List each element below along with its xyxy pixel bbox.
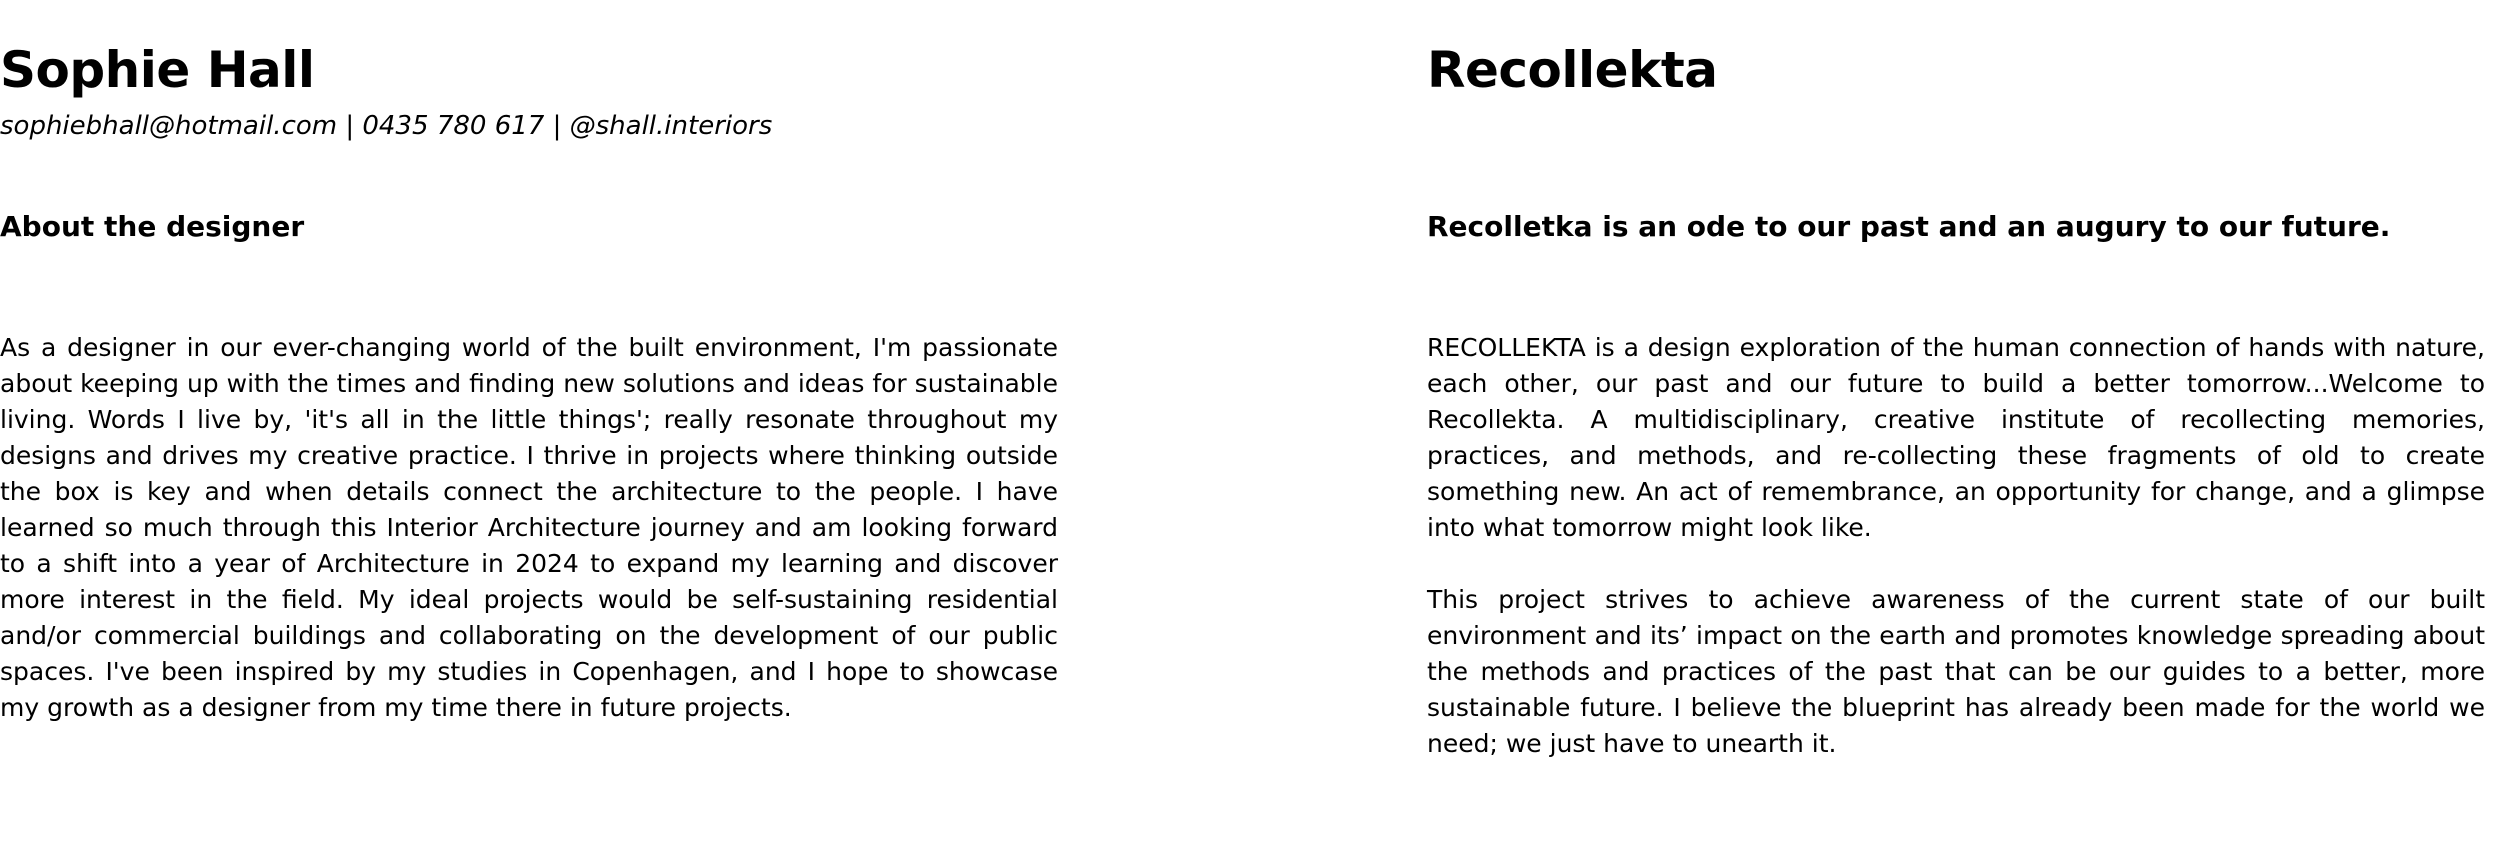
designer-contact: sophiebhall@hotmail.com | 0435 780 617 | @shall.interiors: [0, 111, 773, 141]
project-paragraph-2: This project strives to achieve awareness of the current state of our built environment and its’ impact on the earth and promotes knowledge spreading about the methods and practices of the past that can be our guides to a better, more sustainable future. I believe the blueprint has already been made for the world we need; we just have to unearth it.: [1427, 585, 2485, 758]
project-title: Recollekta: [1427, 41, 1718, 99]
project-paragraph-1: RECOLLEKTA is a design exploration of the human connection of hands with nature, each other, our past and our future to build a better tomorrow...Welcome to Recollekta. A multidisciplinary, creative institute of recollecting memories, practices, and methods, and re-collecting these fragments of old to create something new. An act of remembrance, an opportunity for change, and a glimpse into what tomorrow might look like.: [1427, 333, 2485, 542]
project-tagline: Recolletka is an ode to our past and an augury to our future.: [1427, 210, 2391, 243]
about-heading: About the designer: [0, 210, 305, 243]
about-text: As a designer in our ever-changing world of the built environment, I'm passionate about keeping up with the times and finding new solutions and ideas for sustainable living. Words I live by, 'it's all in the little things'; really resonate throughout my designs and drives my creative practice. I thrive in projects where thinking outside the box is key and when details connect the architecture to the people. I have learned so much through this Interior Architecture journey and am looking forward to a shift into a year of Architecture in 2024 to expand my learning and discover more interest in the field. My ideal projects would be self-sustaining residential and/or commercial buildings and collaborating on the development of our public spaces. I've been inspired by my studies in Copenhagen, and I hope to showcase my growth as a designer from my time there in future projects.: [0, 333, 1058, 722]
designer-name: Sophie Hall: [0, 41, 315, 99]
